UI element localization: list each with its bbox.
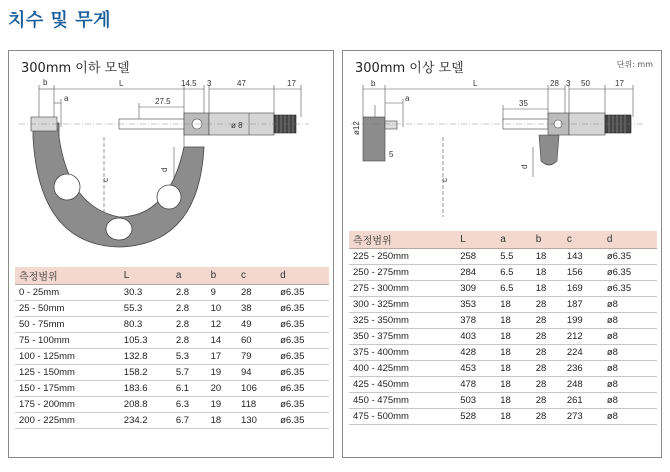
table-cell: 158.2 [120,364,172,380]
table-body-left [15,284,329,428]
table-row [349,312,657,328]
table-cell: 28 [532,312,563,328]
dim-phi8-label: ø 8 [231,121,243,130]
dim-phi12-label: ø12 [352,121,361,135]
table-cell: 353 [456,296,496,312]
table-cell: 453 [456,360,496,376]
table-cell: 156 [563,264,603,280]
table-cell: 6.1 [172,380,207,396]
table-cell: 18 [207,412,237,428]
table-row [349,344,657,360]
table-cell: 50 - 75mm [15,316,120,332]
table-cell: 132.8 [120,348,172,364]
table-cell: ø8 [603,312,657,328]
dim-28-label: 28 [550,79,559,88]
table-cell: 18 [496,376,532,392]
table-cell: 18 [496,312,532,328]
dim-3-label: 3 [207,79,212,88]
table-cell: ø6.35 [276,316,329,332]
table-cell: 225 - 250mm [349,248,456,264]
dim-d-label: d [520,164,529,169]
table-row [15,380,329,396]
dim-c-label: c [440,178,449,182]
table-cell: 0 - 25mm [15,284,120,300]
table-cell: ø6.35 [276,380,329,396]
dim-17-label: 17 [615,79,624,88]
dim-L-label: L [473,79,478,88]
table-cell: ø8 [603,408,657,424]
table-row [15,396,329,412]
table-cell: 400 - 425mm [349,360,456,376]
table-cell: ø6.35 [276,348,329,364]
spec-table-left [15,267,329,429]
table-cell: 300 - 325mm [349,296,456,312]
table-cell: 5.3 [172,348,207,364]
table-row [349,264,657,280]
table-row [349,360,657,376]
panel-under-300mm [8,50,334,458]
table-row [349,328,657,344]
table-cell: 6.7 [172,412,207,428]
table-cell: ø8 [603,376,657,392]
table-cell: 18 [496,392,532,408]
table-cell: 478 [456,376,496,392]
table-cell: 28 [237,284,276,300]
table-cell: 17 [207,348,237,364]
table-cell: 284 [456,264,496,280]
table-cell: ø6.35 [603,280,657,296]
table-cell: 2.8 [172,284,207,300]
table-row [15,348,329,364]
table-cell: ø8 [603,328,657,344]
table-cell: 18 [496,344,532,360]
table-cell: ø6.35 [603,248,657,264]
table-cell: 2.8 [172,332,207,348]
table-cell: 375 - 400mm [349,344,456,360]
table-cell: 25 - 50mm [15,300,120,316]
table-cell: 19 [207,396,237,412]
table-cell: 79 [237,348,276,364]
table-cell: 10 [207,300,237,316]
table-body-right [349,248,657,424]
table-cell: 275 - 300mm [349,280,456,296]
table-cell: 75 - 100mm [15,332,120,348]
table-cell: 200 - 225mm [15,412,120,428]
table-cell: 150 - 175mm [15,380,120,396]
table-cell: 450 - 475mm [349,392,456,408]
table-cell: 169 [563,280,603,296]
dim-17-label: 17 [287,79,296,88]
page-title: 치수 및 무게 [8,10,111,31]
table-cell: 118 [237,396,276,412]
table-row [15,300,329,316]
table-cell: 30.3 [120,284,172,300]
dim-d-label: d [160,167,169,172]
col-header: L [456,231,496,248]
table-cell: 378 [456,312,496,328]
table-cell: 18 [532,248,563,264]
table-row [15,364,329,380]
table-cell: 94 [237,364,276,380]
table-cell: ø6.35 [276,284,329,300]
col-header: 측정범위 [349,231,456,248]
table-cell: 261 [563,392,603,408]
table-row [15,316,329,332]
col-header: c [237,267,276,284]
table-header-row [15,267,329,284]
col-header: 측정범위 [15,267,120,284]
table-cell: 20 [207,380,237,396]
col-header: b [207,267,237,284]
panel-over-300mm [342,50,662,458]
unit-note: 단위: mm [616,60,653,69]
micrometer-drawing-large [343,77,661,227]
table-cell: 14 [207,332,237,348]
col-header: a [172,267,207,284]
table-cell: 106 [237,380,276,396]
dim-L-label: L [119,79,124,88]
dim-c-label: c [101,178,110,182]
table-cell: 234.2 [120,412,172,428]
dim-a-label: a [405,94,410,103]
table-cell: 28 [532,296,563,312]
table-cell: 309 [456,280,496,296]
table-cell: 60 [237,332,276,348]
table-cell: 528 [456,408,496,424]
table-cell: 5.7 [172,364,207,380]
table-cell: 130 [237,412,276,428]
table-cell: 6.3 [172,396,207,412]
table-cell: 105.3 [120,332,172,348]
table-row [15,412,329,428]
table-cell: ø6.35 [276,332,329,348]
table-cell: ø6.35 [276,364,329,380]
table-cell: 28 [532,344,563,360]
table-row [349,296,657,312]
table-cell: 28 [532,408,563,424]
table-cell: ø6.35 [276,396,329,412]
dim-b-label: b [43,78,48,87]
col-header: c [563,231,603,248]
table-cell: ø6.35 [603,264,657,280]
table-cell: 428 [456,344,496,360]
table-cell: 18 [496,360,532,376]
table-cell: 9 [207,284,237,300]
table-cell: 18 [496,328,532,344]
table-cell: 273 [563,408,603,424]
dim-14-5-label: 14.5 [181,79,197,88]
table-row [349,248,657,264]
table-row [15,332,329,348]
dim-50-label: 50 [581,79,590,88]
table-cell: 28 [532,392,563,408]
table-cell: 187 [563,296,603,312]
table-cell: 28 [532,328,563,344]
table-cell: 49 [237,316,276,332]
table-cell: 175 - 200mm [15,396,120,412]
dim-35-label: 35 [519,99,528,108]
table-cell: 199 [563,312,603,328]
table-row [349,280,657,296]
table-cell: 12 [207,316,237,332]
table-cell: 503 [456,392,496,408]
table-cell: 350 - 375mm [349,328,456,344]
table-cell: 325 - 350mm [349,312,456,328]
table-cell: 80.3 [120,316,172,332]
table-cell: 258 [456,248,496,264]
panel-title-right: 300mm 이상 모델 [355,61,464,76]
table-cell: 224 [563,344,603,360]
table-cell: 55.3 [120,300,172,316]
table-cell: 38 [237,300,276,316]
table-cell: 125 - 150mm [15,364,120,380]
table-cell: 28 [532,360,563,376]
table-cell: 212 [563,328,603,344]
table-row [15,284,329,300]
table-header-row [349,231,657,248]
table-cell: 208.8 [120,396,172,412]
table-cell: 18 [496,296,532,312]
table-cell: 248 [563,376,603,392]
table-cell: 183.6 [120,380,172,396]
table-cell: 18 [532,264,563,280]
table-cell: 18 [496,408,532,424]
dim-a-label: a [64,94,69,103]
table-row [349,408,657,424]
table-cell: 2.8 [172,300,207,316]
table-cell: ø8 [603,344,657,360]
table-row [349,376,657,392]
col-header: a [496,231,532,248]
dim-b-label: b [371,79,376,88]
table-cell: 100 - 125mm [15,348,120,364]
table-cell: ø6.35 [276,300,329,316]
micrometer-drawing-small [9,77,333,267]
table-cell: 5.5 [496,248,532,264]
table-row [349,392,657,408]
panel-title-left: 300mm 이하 모델 [21,61,130,76]
table-cell: 18 [532,280,563,296]
table-cell: ø6.35 [276,412,329,428]
table-cell: 143 [563,248,603,264]
table-cell: 19 [207,364,237,380]
col-header: d [603,231,657,248]
col-header: L [120,267,172,284]
table-cell: 6.5 [496,280,532,296]
table-cell: ø8 [603,296,657,312]
dim-3-label: 3 [566,79,571,88]
dim-5-label: 5 [389,150,394,159]
table-cell: 236 [563,360,603,376]
table-cell: 475 - 500mm [349,408,456,424]
table-cell: ø8 [603,360,657,376]
table-cell: 2.8 [172,316,207,332]
table-cell: ø8 [603,392,657,408]
table-cell: 425 - 450mm [349,376,456,392]
spec-table-right [349,231,657,425]
col-header: d [276,267,329,284]
table-cell: 28 [532,376,563,392]
col-header: b [532,231,563,248]
table-cell: 403 [456,328,496,344]
table-cell: 6.5 [496,264,532,280]
dim-27-5-label: 27.5 [155,97,171,106]
dim-47-label: 47 [237,79,246,88]
table-cell: 250 - 275mm [349,264,456,280]
